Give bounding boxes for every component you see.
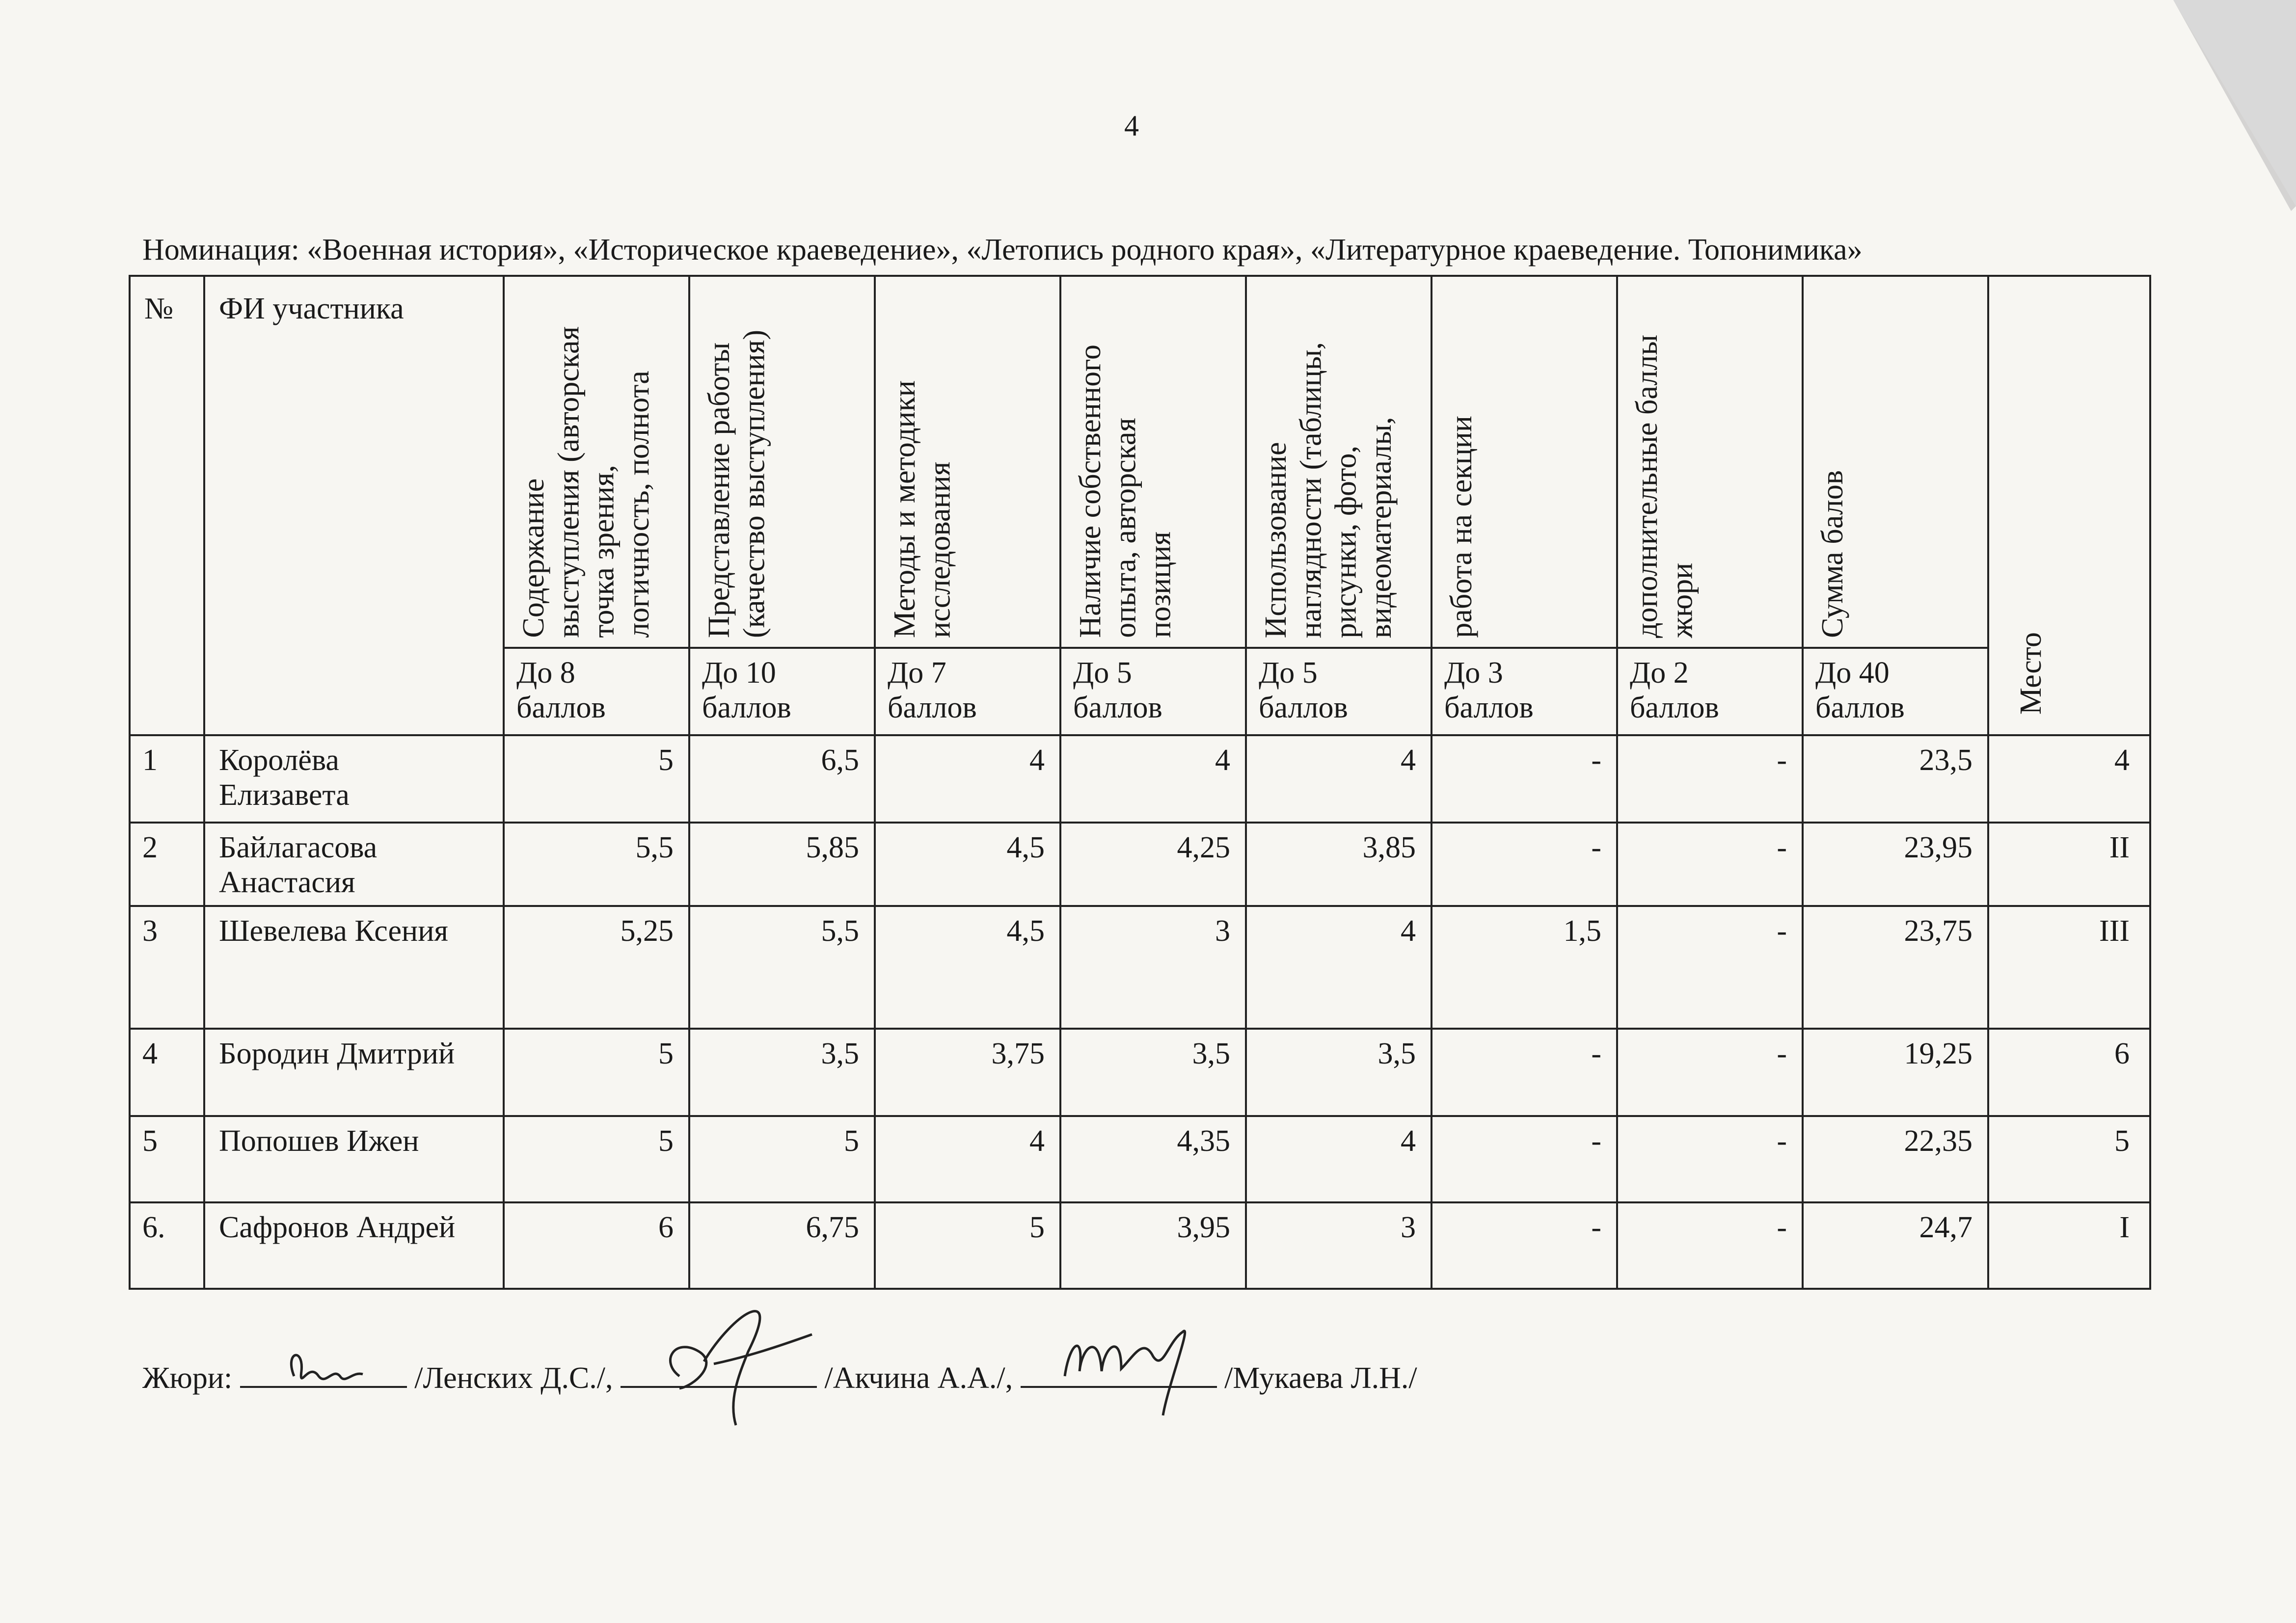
header-place	[1988, 276, 2150, 735]
row-number: 3	[130, 906, 204, 1029]
score-cell: -	[1432, 1202, 1617, 1289]
criterion-max: До 5 баллов	[1060, 648, 1246, 735]
participant-name: Байлагасова Анастасия	[204, 823, 504, 906]
criterion-label: работа на секции	[1445, 416, 1478, 638]
score-cell: 3,95	[1060, 1202, 1246, 1289]
folded-page-corner	[2085, 0, 2296, 211]
criterion-label: дополнительные баллы жюри	[1630, 334, 1699, 638]
score-cell: 4,35	[1060, 1116, 1246, 1202]
table-row	[130, 823, 2150, 906]
place-cell: 6	[1988, 1029, 2150, 1116]
score-cell: 3	[1060, 906, 1246, 1029]
score-cell: -	[1432, 1116, 1617, 1202]
jury-member: /Акчина А.А./,	[824, 1361, 1013, 1395]
criterion-max: До 40 баллов	[1803, 648, 1988, 735]
score-cell: 4	[1246, 1116, 1432, 1202]
table-row	[130, 1116, 2150, 1202]
header-criterion	[689, 276, 875, 648]
participant-name: Попошев Ижен	[204, 1116, 504, 1202]
score-cell: 6,75	[689, 1202, 875, 1289]
header-row	[130, 276, 2150, 648]
place-cell: 5	[1988, 1116, 2150, 1202]
header-criterion	[1803, 276, 1988, 648]
score-cell: -	[1617, 1116, 1803, 1202]
place-cell: I	[1988, 1202, 2150, 1289]
place-cell: III	[1988, 906, 2150, 1029]
score-cell: 4,5	[875, 906, 1060, 1029]
score-cell: 3,5	[1246, 1029, 1432, 1116]
participant-name: Шевелева Ксения	[204, 906, 504, 1029]
score-cell: 6	[504, 1202, 689, 1289]
participant-name: Королёва Елизавета	[204, 735, 504, 823]
jury-signatures	[142, 1357, 1417, 1396]
participant-name: Бородин Дмитрий	[204, 1029, 504, 1116]
criterion-max: До 10 баллов	[689, 648, 875, 735]
score-cell: 5,25	[504, 906, 689, 1029]
score-cell: 6,5	[689, 735, 875, 823]
total-cell: 24,7	[1803, 1202, 1988, 1289]
row-number: 2	[130, 823, 204, 906]
nomination-title: Номинация: «Военная история», «Историческое краеведение», «Летопись родного края», «Литературное краеведение. Топонимика»	[142, 233, 1863, 266]
signature-scribble	[1021, 1342, 1217, 1401]
score-cell: -	[1617, 735, 1803, 823]
total-cell: 23,5	[1803, 735, 1988, 823]
signature-line	[1021, 1357, 1217, 1388]
header-criterion	[504, 276, 689, 648]
header-participant: ФИ участника	[204, 276, 504, 735]
place-cell: II	[1988, 823, 2150, 906]
score-cell: 5	[504, 1116, 689, 1202]
jury-member: /Мукаева Л.Н./	[1224, 1361, 1417, 1395]
score-cell: 5,5	[689, 906, 875, 1029]
criterion-max: До 8 баллов	[504, 648, 689, 735]
total-cell: 23,75	[1803, 906, 1988, 1029]
score-cell: 4,5	[875, 823, 1060, 906]
score-cell: -	[1617, 823, 1803, 906]
criterion-label: Сумма балов	[1816, 470, 1849, 638]
header-criterion	[875, 276, 1060, 648]
total-cell: 19,25	[1803, 1029, 1988, 1116]
participant-name: Сафронов Андрей	[204, 1202, 504, 1289]
criterion-label: Методы и методики исследования	[888, 380, 957, 638]
score-cell: 4	[875, 735, 1060, 823]
score-cell: -	[1617, 906, 1803, 1029]
score-cell: 5	[875, 1202, 1060, 1289]
page-number: 4	[1124, 109, 1139, 142]
scores-table	[129, 275, 2151, 1290]
score-cell: 4	[875, 1116, 1060, 1202]
table-row	[130, 735, 2150, 823]
score-cell: -	[1432, 1029, 1617, 1116]
criterion-label: Использование наглядности (таблицы, рисунки, фото, видеоматериалы,	[1259, 342, 1398, 638]
criterion-label: Содержание выступления (авторская точка зрения, логичность, полнота	[517, 326, 655, 638]
score-cell: 3,5	[1060, 1029, 1246, 1116]
score-cell: 4	[1246, 906, 1432, 1029]
score-cell: -	[1617, 1202, 1803, 1289]
row-number: 6.	[130, 1202, 204, 1289]
score-cell: 3,75	[875, 1029, 1060, 1116]
jury-label: Жюри:	[142, 1361, 233, 1395]
score-cell: 5	[504, 1029, 689, 1116]
score-cell: 5	[689, 1116, 875, 1202]
total-cell: 23,95	[1803, 823, 1988, 906]
signature-line	[621, 1357, 817, 1388]
criterion-label: Представление работы (качество выступления)	[702, 330, 771, 638]
score-cell: -	[1432, 735, 1617, 823]
criterion-max: До 7 баллов	[875, 648, 1060, 735]
score-cell: 4,25	[1060, 823, 1246, 906]
score-cell: -	[1432, 823, 1617, 906]
score-cell: 3,85	[1246, 823, 1432, 906]
score-cell: 5,85	[689, 823, 875, 906]
place-cell: 4	[1988, 735, 2150, 823]
criterion-max: До 3 баллов	[1432, 648, 1617, 735]
header-criterion	[1432, 276, 1617, 648]
table-row	[130, 1029, 2150, 1116]
score-cell: 4	[1246, 735, 1432, 823]
row-number: 4	[130, 1029, 204, 1116]
place-label: Место	[2014, 632, 2048, 715]
signature-scribble	[240, 1342, 407, 1401]
header-number: №	[130, 276, 204, 735]
row-number: 5	[130, 1116, 204, 1202]
total-cell: 22,35	[1803, 1116, 1988, 1202]
score-cell: 5	[504, 735, 689, 823]
score-cell: 3	[1246, 1202, 1432, 1289]
row-number: 1	[130, 735, 204, 823]
table-row	[130, 906, 2150, 1029]
signature-line	[240, 1357, 407, 1388]
header-criterion	[1617, 276, 1803, 648]
score-cell: 3,5	[689, 1029, 875, 1116]
jury-member: /Ленских Д.С./,	[414, 1361, 613, 1395]
criterion-label: Наличие собственного опыта, авторская позиция	[1074, 345, 1177, 638]
score-cell: 5,5	[504, 823, 689, 906]
signature-scribble	[621, 1342, 817, 1401]
criterion-max: До 2 баллов	[1617, 648, 1803, 735]
table-row	[130, 1202, 2150, 1289]
score-cell: 4	[1060, 735, 1246, 823]
criterion-max: До 5 баллов	[1246, 648, 1432, 735]
score-cell: 1,5	[1432, 906, 1617, 1029]
header-criterion	[1246, 276, 1432, 648]
header-criterion	[1060, 276, 1246, 648]
score-cell: -	[1617, 1029, 1803, 1116]
